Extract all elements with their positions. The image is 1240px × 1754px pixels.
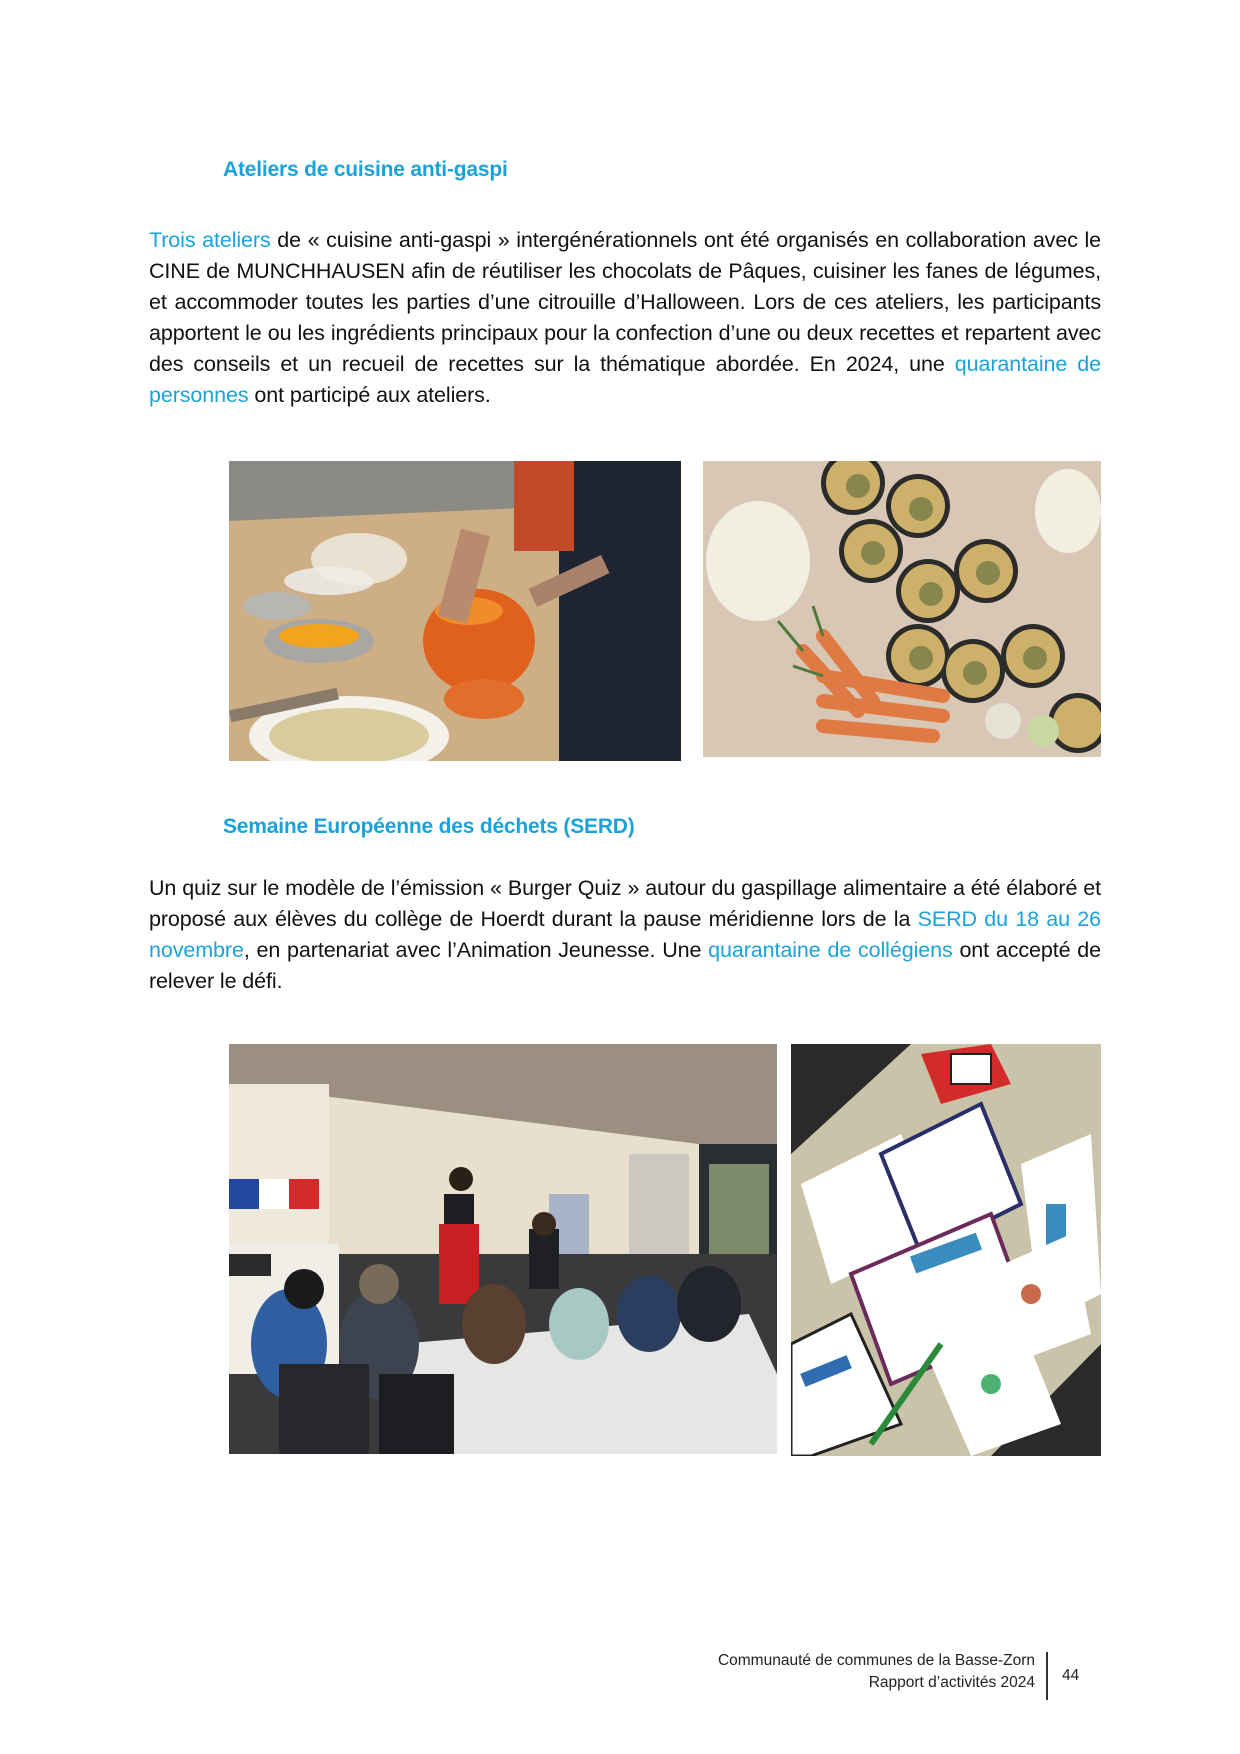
paragraph-text: de « cuisine anti-gaspi » intergénérationnels ont été organisés en collaboration avec le CINE de MUNCHHAUSEN afin de réutiliser les chocolats de Pâques, cuisiner les fanes de légumes, et accommoder toutes les parties d’une citrouille d’Halloween. Lors de ces ateliers, les participants apportent le ou les ingrédients principaux pour la confection d’une ou deux recettes et repartent avec des conseils et un recueil de recettes sur la thématique abordée. En 2024, une [149,228,1101,376]
photo-pumpkin-image [229,461,681,761]
paragraph-text: ont participé aux ateliers. [248,383,491,407]
paragraph-text: ont accepté de relever le défi. [149,938,1101,993]
photo-quiz-classroom [229,1044,777,1454]
photo-classroom-image [229,1044,777,1454]
paragraph-text: , en partenariat avec l’Animation Jeunesse. Une [243,938,709,962]
page-number: 44 [1062,1667,1080,1684]
paragraph-text: Un quiz sur le modèle de l’émission « Burger Quiz » autour du gaspillage alimentaire a été élaboré et proposé aux élèves du collège de Hoerdt durant la pause méridienne lors de la [149,876,1101,931]
footer-line-report: Rapport d’activités 2024 [868,1674,1035,1691]
photo-vegetable-tarts [703,461,1101,757]
photo-burger-quiz-cards [791,1044,1101,1456]
footer-line-organization: Communauté de communes de la Basse-Zorn [717,1652,1035,1669]
photo-tarts-image [703,461,1101,757]
highlight-quarantaine-collegiens: quarantaine de collégiens [708,938,953,962]
paragraph-serd [149,873,1101,997]
highlight-quarantaine-personnes: quarantaine de personnes [149,352,1102,407]
footer-divider [1046,1652,1048,1700]
section-heading-anti-gaspi: Ateliers de cuisine anti-gaspi [223,158,508,181]
footer-organization [718,1650,1035,1694]
highlight-trois-ateliers: Trois ateliers [149,228,271,252]
highlight-serd-dates: SERD du 18 au 26 novembre [149,907,1102,962]
section-heading-serd: Semaine Européenne des déchets (SERD) [223,815,635,838]
photo-pumpkin-workshop [229,461,681,761]
paragraph-anti-gaspi [149,225,1101,411]
photo-cards-image [791,1044,1101,1456]
